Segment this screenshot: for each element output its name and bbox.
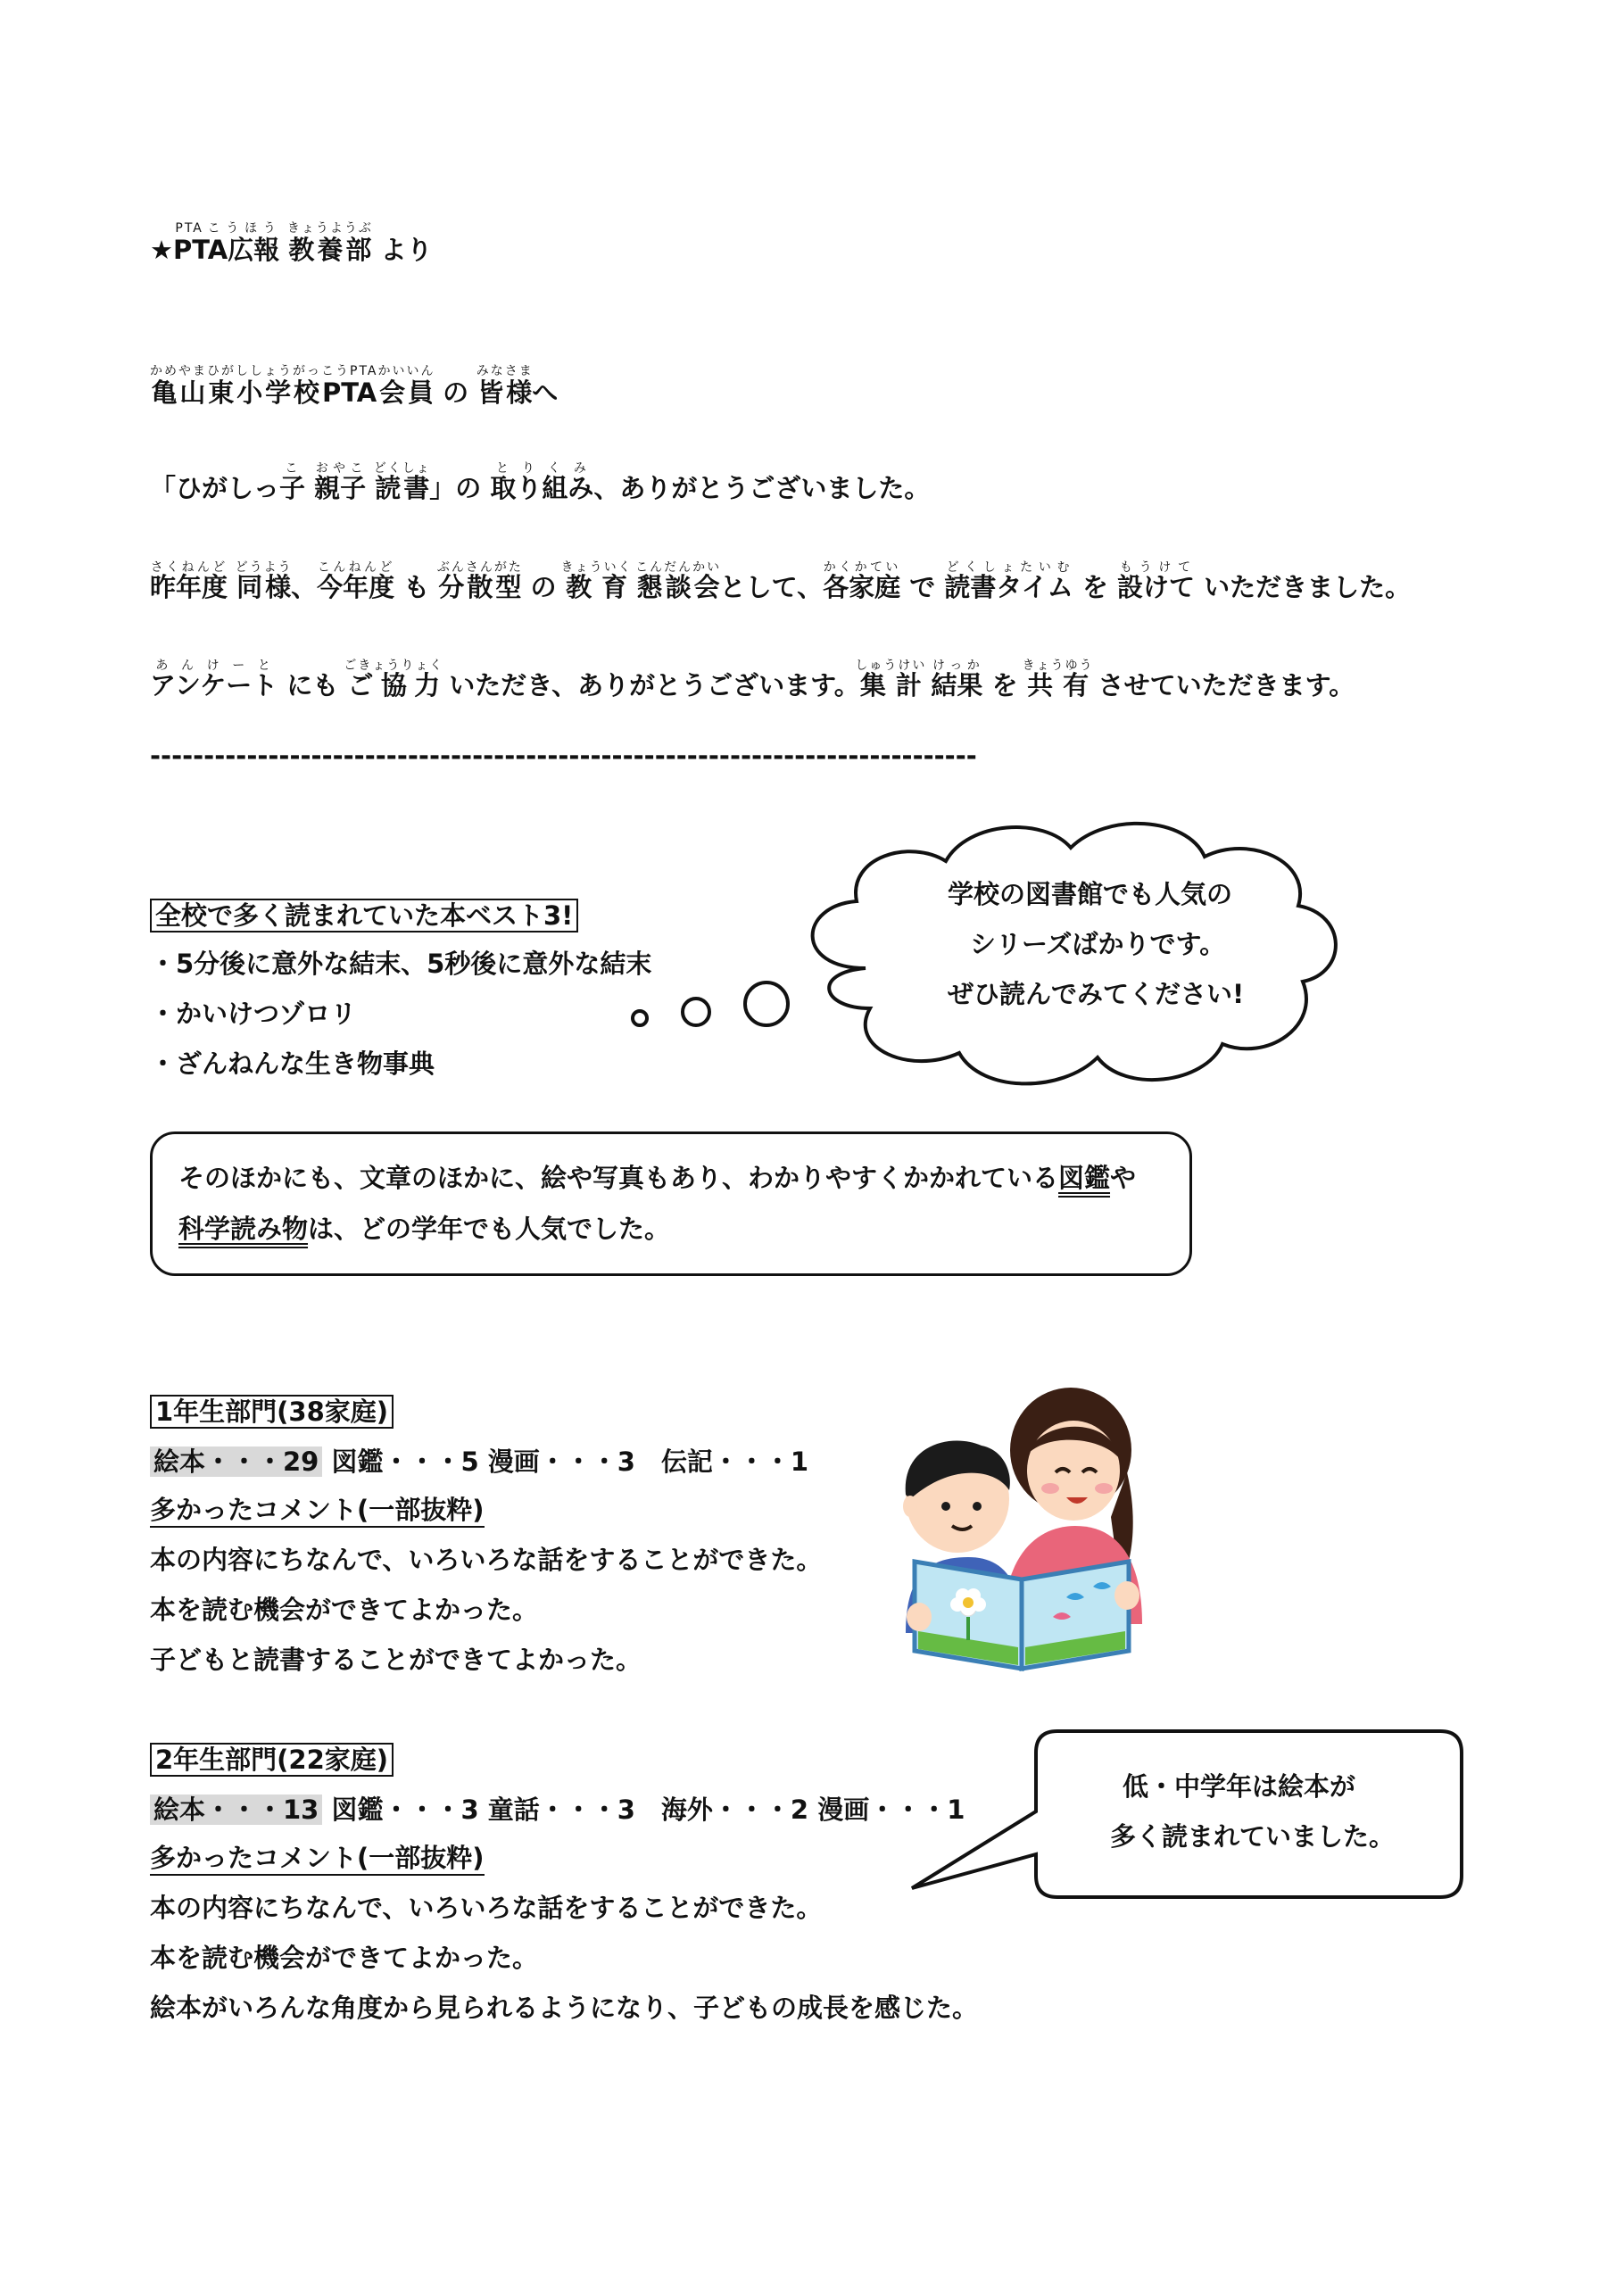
grade1-heading: 1年生部門(38家庭) bbox=[150, 1394, 394, 1430]
note-box bbox=[150, 1131, 1192, 1276]
grade1-comment: 本の内容にちなんで、いろいろな話をすることができた。 bbox=[150, 1545, 823, 1575]
reading-illustration bbox=[897, 1383, 1151, 1678]
best3-item: ・かいけつゾロリ bbox=[150, 999, 357, 1029]
cloud-line-1: 学校の図書館でも人気の bbox=[948, 879, 1233, 909]
best3-item: ・ざんねんな生き物事典 bbox=[150, 1049, 435, 1079]
thought-dot-medium bbox=[683, 999, 709, 1025]
note-zukan: 図鑑 bbox=[1058, 1163, 1111, 1193]
greeting-line bbox=[150, 364, 558, 410]
intro-line-1: 「ひがしっ子こ 親子おやこ 読書どくしょ」の 取り組みとりくみ、ありがとうございました。 bbox=[150, 461, 931, 503]
grade2-comment: 本の内容にちなんで、いろいろな話をすることができた。 bbox=[150, 1893, 823, 1923]
speech-line-1: 低・中学年は絵本が bbox=[1123, 1771, 1356, 1802]
grade1-comment-heading: 多かったコメント(一部抜粋) bbox=[150, 1492, 485, 1528]
grade1-comment: 本を読む機会ができてよかった。 bbox=[150, 1595, 539, 1625]
header-section: 教養部きょうようぶ bbox=[286, 221, 373, 265]
header-from: より bbox=[380, 235, 433, 265]
grade2-stats: 絵本・・・13 図鑑・・・3 童話・・・3 海外・・・2 漫画・・・1 bbox=[150, 1792, 965, 1828]
intro-line-2: 昨年度さくねんど 同様どうよう、今年度こんねんど も 分散型ぶんさんがた の 教育きょういく 懇談会こんだんかいとして、各家庭かくかてい で 読書タイムどくしょたいむ を 設けてもうけて いただきました。 bbox=[150, 560, 1412, 602]
best3-heading: 全校で多く読まれていた本ベスト3! bbox=[150, 898, 578, 933]
word-ko: 子こ bbox=[279, 461, 306, 503]
thought-dot-small bbox=[633, 1011, 647, 1025]
note-kagaku: 科学読み物 bbox=[178, 1214, 309, 1244]
intro-line-3: アンケートあんけーと にも ご協力ごきょうりょく いただき、ありがとうございます。集計しゅうけい 結果けっか を 共有きょうゆう させていただきます。 bbox=[150, 659, 1355, 700]
header-line bbox=[150, 221, 433, 268]
header-dept: PTA広報PTAこうほう bbox=[173, 221, 280, 265]
speech-bubble-outline bbox=[912, 1731, 1462, 1897]
greeting-particle: の bbox=[443, 377, 469, 408]
word-torikumi: 取り組みとりくみ bbox=[490, 461, 594, 503]
word-oyako: 親子おやこ bbox=[314, 461, 367, 503]
cloud-line-3: ぜひ読んでみてください! bbox=[948, 979, 1245, 1009]
speech-line-2: 多く読まれていました。 bbox=[1110, 1821, 1396, 1852]
greeting-everyone: 皆様みなさま bbox=[476, 364, 534, 408]
cloud-line-2: シリーズばかりです。 bbox=[970, 929, 1226, 959]
grade1-ehon: 絵本・・・29 bbox=[150, 1446, 322, 1477]
star-icon: ★ bbox=[150, 235, 173, 265]
grade2-ehon: 絵本・・・13 bbox=[150, 1795, 322, 1825]
word-dokusho: 読書どくしょ bbox=[373, 461, 431, 503]
speech-bubble-graphic bbox=[901, 1720, 1472, 1913]
greeting-school: 亀山東小学校PTA会員かめやまひがししょうがっこうPTAかいいん bbox=[150, 364, 435, 408]
grade1-comment: 子どもと読書することができてよかった。 bbox=[150, 1645, 642, 1675]
best3-item: ・5分後に意外な結末、5秒後に意外な結末 bbox=[150, 949, 652, 979]
note-line-1: そのほかにも、文章のほかに、絵や写真もあり、わかりやすくかかれている図鑑や bbox=[178, 1163, 1137, 1193]
grade2-comment: 本を読む機会ができてよかった。 bbox=[150, 1943, 539, 1973]
grade1-stats: 絵本・・・29 図鑑・・・5 漫画・・・3 伝記・・・1 bbox=[150, 1444, 808, 1480]
grade2-comment: 絵本がいろんな角度から見られるようになり、子どもの成長を感じた。 bbox=[150, 1993, 979, 2023]
thought-dot-large bbox=[745, 982, 788, 1025]
note-line-2: 科学読み物は、どの学年でも人気でした。 bbox=[178, 1214, 671, 1244]
greeting-to: へ bbox=[532, 377, 559, 408]
dashed-divider: ----------------------------------------------------------------------------- bbox=[150, 741, 977, 771]
grade2-comment-heading: 多かったコメント(一部抜粋) bbox=[150, 1840, 485, 1876]
grade2-heading: 2年生部門(22家庭) bbox=[150, 1742, 394, 1778]
